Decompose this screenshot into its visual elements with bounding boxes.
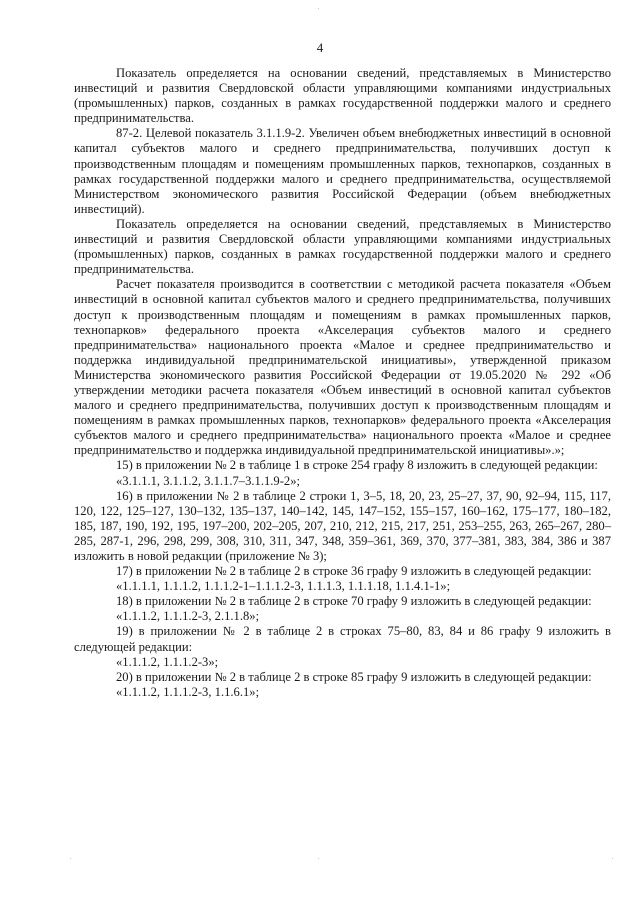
paragraph-item-19: 19) в приложении № 2 в таблице 2 в строках 75–80, 83, 84 и 86 графу 9 изложить в следующей редакции: (74, 624, 611, 654)
paragraph-target-indicator-87-2: 87-2. Целевой показатель 3.1.1.9-2. Увеличен объем внебюджетных инвестиций в основной капитал субъектов малого и среднего предпринимательства, получивших доступ к производственным площадям и помещениям промышленных парков, технопарков, созданных в рамках государственной поддержки малого и среднего предпринимательства, осуществляемой Министерством экономического развития Российской Федерации (объем внебюджетных инвестиций). (74, 126, 611, 216)
paragraph-item-19-text: «1.1.1.2, 1.1.1.2-3»; (116, 654, 219, 669)
document-body (74, 66, 611, 700)
paragraph-item-17: 17) в приложении № 2 в таблице 2 в строке 36 графу 9 изложить в следующей редакции: (116, 564, 592, 579)
paragraph-item-15-text: «3.1.1.1, 3.1.1.2, 3.1.1.7–3.1.1.9-2»; (116, 473, 301, 488)
paragraph-item-17-text: «1.1.1.1, 1.1.1.2, 1.1.1.2-1–1.1.1.2-3, 1.1.1.3, 1.1.1.18, 1.1.4.1-1»; (116, 579, 451, 594)
paragraph-item-18: 18) в приложении № 2 в таблице 2 в строке 70 графу 9 изложить в следующей редакции: (116, 594, 592, 609)
scan-speck (612, 858, 613, 859)
paragraph-item-20-text: «1.1.1.2, 1.1.1.2-3, 1.1.6.1»; (116, 684, 260, 699)
paragraph-indicator-source-2: Показатель определяется на основании сведений, представляемых в Министерство инвестиций и развития Свердловской области управляющими компаниями индустриальных (промышленных) парков, созданных в рамках государственной поддержки малого и среднего предпринимательства. (74, 216, 611, 277)
paragraph-calculation-method: Расчет показателя производится в соответствии с методикой расчета показателя «Объем инвестиций в основной капитал субъектов малого и среднего предпринимательства, получивших доступ к производственным площадям и помещениям в рамках промышленных парков, технопарков» федерального проекта «Акселерация субъектов малого и среднего предпринимательства» национального проекта «Малое и среднее предпринимательство и поддержка индивидуальной предпринимательской инициативы», утвержденной приказом Министерства экономического развития Российской Федерации от 19.05.2020 № 292 «Об утверждении методики расчета показателя «Объем инвестиций в основной капитал субъектов малого и среднего предпринимательства, получивших доступ к производственным площадям и помещениям в рамках промышленных парков, технопарков» федерального проекта «Акселерация субъектов малого и среднего предпринимательства» национального проекта «Малое и среднее предпринимательство и поддержка индивидуальной предпринимательской инициативы».»; (74, 277, 611, 458)
scan-speck (318, 8, 319, 9)
paragraph-item-15: 15) в приложении № 2 в таблице 1 в строке 254 графу 8 изложить в следующей редакции: (116, 458, 598, 473)
scan-speck (70, 858, 71, 859)
paragraph-indicator-source-1: Показатель определяется на основании сведений, представляемых в Министерство инвестиций и развития Свердловской области управляющими компаниями индустриальных (промышленных) парков, созданных в рамках государственной поддержки малого и среднего предпринимательства. (74, 66, 611, 126)
paragraph-item-16: 16) в приложении № 2 в таблице 2 строки 1, 3–5, 18, 20, 23, 25–27, 37, 90, 92–94, 115, 117, 120, 122, 125–127, 130–132, 135–137, 140–142, 145, 147–152, 155–157, 160–162, 175–177, 180–182, 185, 187, 190, 192, 195, 197–200, 202–205, 207, 210, 212, 215, 217, 251, 253–255, 263, 265–267, 280–285, 287-1, 296, 298, 299, 308, 310, 311, 347, 348, 359–361, 369, 370, 377–381, 383, 384, 386 и 387 изложить в новой редакции (приложение № 3); (74, 488, 611, 563)
page-number: 4 (316, 40, 324, 55)
scan-speck (318, 858, 319, 859)
paragraph-item-18-text: «1.1.1.2, 1.1.1.2-3, 2.1.1.8»; (116, 609, 260, 624)
paragraph-item-20: 20) в приложении № 2 в таблице 2 в строке 85 графу 9 изложить в следующей редакции: (116, 669, 592, 684)
